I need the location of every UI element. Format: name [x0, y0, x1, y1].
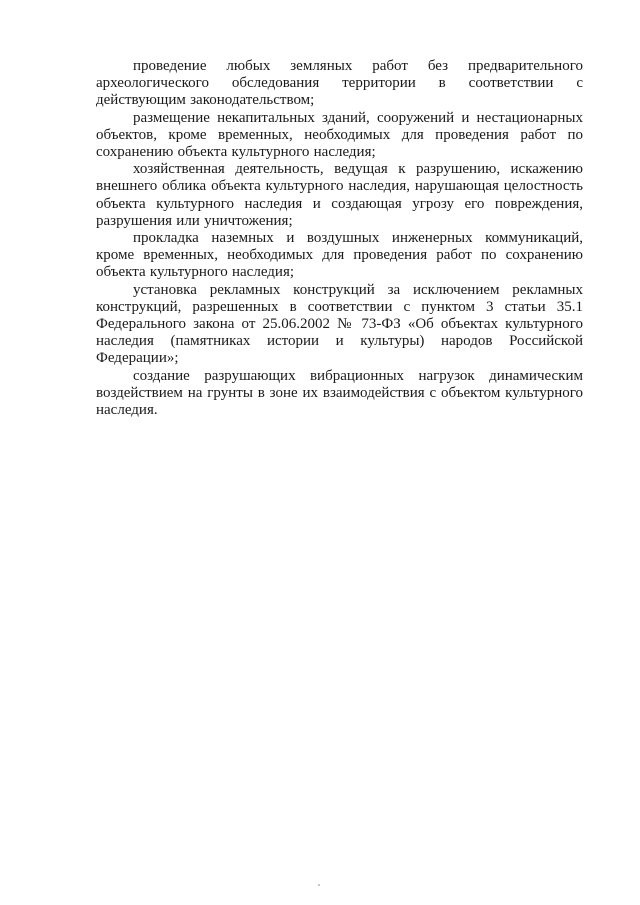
paragraph-economic-activity: хозяйственная деятельность, ведущая к разрушению, искажению внешнего облика объекта культурного наследия, нарушающая целостность объекта культурного наследия и создающая угрозу его повреждения, разрушения или уничтожения;: [96, 161, 583, 229]
scan-artifact-dot: [318, 884, 320, 886]
paragraph-engineering-communications: прокладка наземных и воздушных инженерных коммуникаций, кроме временных, необходимых для проведения работ по сохранению объекта культурного наследия;: [96, 230, 583, 281]
document-body: [96, 58, 583, 419]
paragraph-earthworks: проведение любых земляных работ без предварительного археологического обследования территории в соответствии с действующим законодательством;: [96, 58, 583, 109]
paragraph-advertising-structures: установка рекламных конструкций за исключением рекламных конструкций, разрешенных в соответствии с пунктом 3 статьи 35.1 Федерального закона от 25.06.2002 № 73-ФЗ «Об объектах культурного наследия (памятниках истории и культуры) народов Российской Федерации»;: [96, 281, 583, 367]
paragraph-vibration-loads: создание разрушающих вибрационных нагрузок динамическим воздействием на грунты в зоне их взаимодействия с объектом культурного наследия.: [96, 367, 583, 419]
paragraph-temporary-buildings: размещение некапитальных зданий, сооружений и нестационарных объектов, кроме временных, необходимых для проведения работ по сохранению объекта культурного наследия;: [96, 109, 583, 161]
